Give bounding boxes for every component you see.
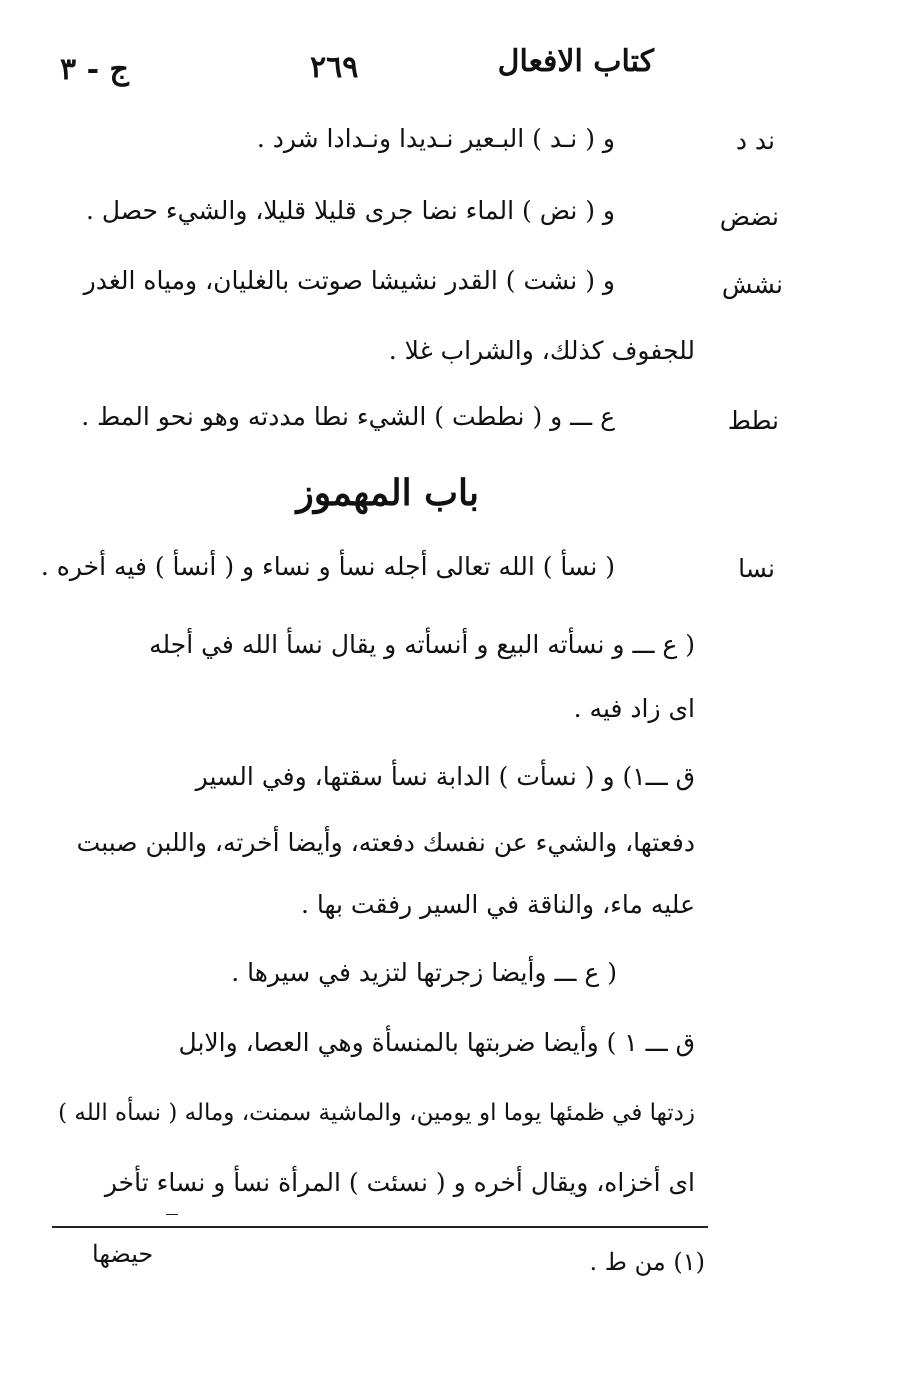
root-label: نطط [727, 406, 779, 435]
footnote-text: (١) من ط . [589, 1248, 705, 1276]
entry-line: اى أخزاه، ويقال أخره و ( نسئت ) المرأة نسأ و نساء تأخر [104, 1168, 695, 1197]
entry-line: ( نسأ ) الله تعالى أجله نسأ و نساء و ( أنسأ ) فيه أخره . [40, 552, 615, 581]
root-label: نسا [738, 554, 775, 583]
entry-line: دفعتها، والشيء عن نفسك دفعته، وأيضا أخرته، واللبن صببت [76, 828, 695, 857]
entry-line: للجفوف كذلك، والشراب غلا . [388, 336, 695, 365]
entry-line: و ( نـد ) البـعير نـديدا ونـدادا شرد . [256, 124, 615, 153]
footnote-variant: حيضها [92, 1240, 154, 1268]
entry-line: عليه ماء، والناقة في السير رفقت بها . [300, 890, 695, 919]
entry-line: و ( نشت ) القدر نشيشا صوتت بالغليان، ومياه الغدر [83, 266, 615, 295]
section-title: باب المهموز [296, 472, 479, 514]
footnote-divider [52, 1226, 708, 1228]
volume-number: ج - ٣ [60, 52, 129, 87]
entry-line: و ( نض ) الماء نضا جرى قليلا قليلا، والشيء حصل . [85, 196, 615, 225]
root-label: نضض [719, 202, 779, 231]
entry-line: ق ـــ١) و ( نسأت ) الدابة نسأ سقتها، وفي السير [195, 762, 695, 791]
entry-line: ( ع ـــ وأيضا زجرتها لتزيد في سيرها . [231, 958, 617, 987]
root-label: ند د [735, 126, 775, 155]
entry-line: ( ع ـــ و نسأته البيع و أنسأته و يقال نسأ الله في أجله [149, 630, 695, 659]
entry-line: زدتها في ظمئها يوما او يومين، والماشية سمنت، وماله ( نسأه الله ) [58, 1100, 695, 1126]
running-title: كتاب الافعال [497, 44, 654, 79]
root-label: نشش [721, 270, 783, 299]
page-number: ٢٦٩ [310, 50, 359, 85]
entry-line: اى زاد فيه . [573, 694, 695, 723]
footnote-mark-rule [166, 1214, 178, 1215]
entry-line: ق ـــ ١ ) وأيضا ضربتها بالمنسأة وهي العصا، والابل [178, 1028, 695, 1057]
entry-line: ع ـــ و ( نططت ) الشيء نطا مددته وهو نحو المط . [81, 402, 615, 431]
